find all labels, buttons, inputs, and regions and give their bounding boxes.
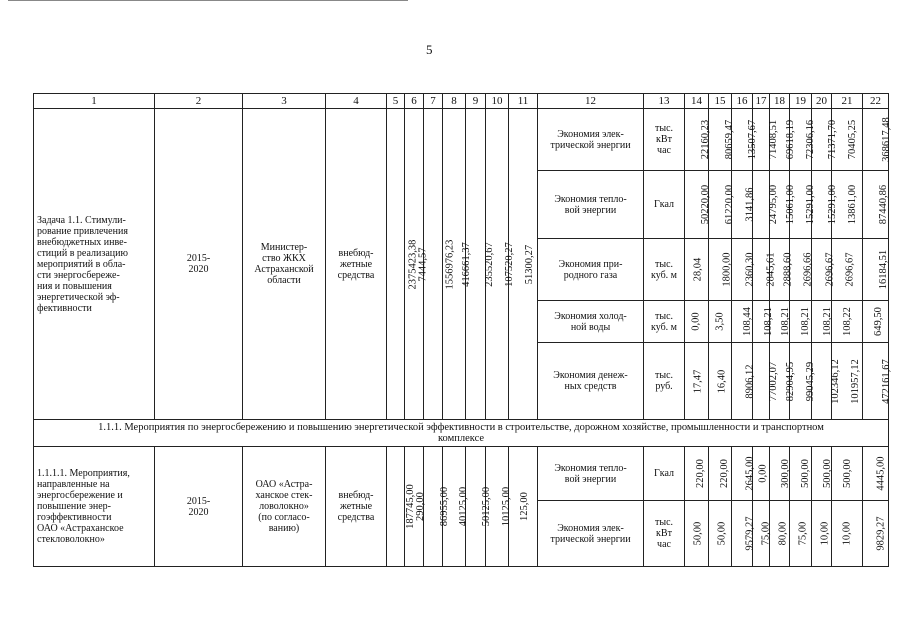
task1-name: Задача 1.1. Стимули- рование привлечения внебюджетных инве- стиций в реализацию мероприятий в обла- сти энергосбереже- ния и повышения энергетической эф- фективности: [34, 109, 155, 420]
task1-executor: Министер- ство ЖКХ Астраханской области: [243, 109, 326, 420]
indicator-value-text: 500,00: [841, 459, 853, 488]
indicator-value-text: 72306,16: [805, 119, 817, 160]
indicator-value-text: 15291,00: [827, 184, 839, 225]
col-header-15: 15: [709, 94, 732, 109]
col-header-20: 20: [812, 94, 832, 109]
col-header-6: 6: [405, 94, 424, 109]
indicator-value-text: 70405,25: [847, 119, 859, 160]
col-header-21: 21: [832, 94, 863, 109]
indicator-name: Экономия тепло- вой энергии: [538, 171, 644, 239]
task1-c8-text: 416661,37: [460, 241, 472, 287]
indicator-value: [709, 301, 732, 343]
indicator-value: [832, 447, 863, 501]
indicator-value: [709, 239, 732, 301]
indicator-value-text: 99045,29: [805, 361, 817, 401]
col-header-10: 10: [486, 94, 509, 109]
col-header-22: 22: [863, 94, 889, 109]
indicator-value: [863, 109, 892, 171]
event1-c5: [387, 447, 416, 567]
indicator-value: [863, 239, 889, 301]
indicator-value: [863, 171, 889, 239]
indicator-value: [832, 301, 863, 343]
indicator-value-text: 108,44: [741, 307, 753, 336]
indicator-value-text: 80,00: [777, 521, 789, 546]
indicator-value-text: 13507,67: [747, 119, 759, 160]
task1-c7-text: 1556976,23: [444, 239, 456, 289]
indicator-value-text: 16,40: [716, 369, 728, 393]
program-table: [33, 93, 892, 567]
task1-period: 2015- 2020: [155, 109, 243, 420]
indicator-unit: тыс. кВт час: [644, 501, 685, 567]
indicator-value: [732, 447, 756, 501]
indicator-value: [832, 501, 863, 567]
indicator-value-text: 13861,00: [847, 184, 859, 225]
col-header-16: 16: [732, 94, 753, 109]
indicator-value-text: 24795,00: [768, 184, 780, 225]
event1-c8-text: 40125,00: [458, 486, 470, 527]
indicator-value-text: 108,21: [779, 307, 791, 336]
indicator-value: [732, 239, 756, 301]
indicator-unit: тыс. куб. м: [644, 301, 685, 343]
indicator-value: [685, 171, 712, 239]
indicator-value-text: 2360,30: [744, 252, 756, 287]
indicator-value-text: 2696,67: [844, 252, 856, 287]
indicator-value: [863, 301, 889, 343]
event1-c9-text: 50125,00: [481, 486, 493, 527]
indicator-value-text: 75,00: [760, 521, 772, 546]
task1-row: [34, 109, 889, 171]
indicator-value-text: 28,04: [692, 257, 704, 282]
indicator-value-text: 50220,00: [700, 184, 712, 225]
indicator-value-text: 2696,67: [824, 252, 836, 287]
section-title: 1.1.1. Мероприятия по энергосбережению и повышению энергетической эффективности в строительстве, дорожном хозяйстве, промышленности и транспортном комплексе: [34, 420, 889, 447]
col-header-3: 3: [243, 94, 326, 109]
indicator-value-text: 9579,27: [744, 516, 756, 551]
header-row: [34, 94, 889, 109]
indicator-value-text: 61220,00: [724, 184, 736, 225]
indicator-value-text: 2888,60: [782, 252, 794, 287]
indicator-value: [685, 301, 709, 343]
indicator-value: [753, 301, 774, 343]
indicator-value-text: 8906,12: [744, 363, 756, 399]
indicator-value: [832, 239, 863, 301]
indicator-value-text: 75,00: [797, 521, 809, 546]
indicator-value: [709, 171, 736, 239]
indicator-value-text: 71371,70: [827, 119, 839, 160]
indicator-value-text: 108,22: [841, 307, 853, 336]
col-header-17: 17: [753, 94, 770, 109]
col-header-2: 2: [155, 94, 243, 109]
indicator-name: Экономия элек- трической энергии: [538, 109, 644, 171]
indicator-value-text: 649,50: [872, 307, 884, 336]
indicator-value-text: 17,47: [692, 369, 704, 393]
indicator-value-text: 500,00: [799, 459, 811, 488]
col-header-11: 11: [509, 94, 538, 109]
indicator-value-text: 3,50: [714, 312, 726, 331]
top-rule: [8, 0, 408, 1]
indicator-value: [685, 343, 709, 420]
indicator-value: [732, 501, 756, 567]
indicator-value: [770, 447, 790, 501]
indicator-value-text: 4445,00: [875, 456, 887, 491]
indicator-value: [770, 501, 790, 567]
indicator-value: [863, 501, 889, 567]
col-header-1: 1: [34, 94, 155, 109]
indicator-value: [790, 301, 812, 343]
indicator-value: [812, 301, 832, 343]
indicator-value-text: 2645,00: [744, 456, 756, 491]
indicator-name: Экономия холод- ной воды: [538, 301, 644, 343]
indicator-value: [685, 109, 712, 171]
task1-c10-text: 107520,27: [503, 241, 515, 287]
task1-c5-text: 2375423,38: [407, 239, 419, 289]
indicator-value-text: 2845,61: [765, 252, 777, 287]
event1-name: 1.1.1.1. Мероприятия, направленные на энергосбережение и повышение энер- гоэффективности ОАО «Астраханское стекловолокно»: [34, 447, 155, 567]
indicator-value-text: 472161,67: [880, 358, 892, 404]
indicator-unit: тыс. куб. м: [644, 239, 685, 301]
indicator-value-text: 50,00: [692, 521, 704, 546]
indicator-value-text: 15291,00: [805, 184, 817, 225]
indicator-value: [709, 501, 732, 567]
indicator-unit: тыс. кВт час: [644, 109, 685, 171]
indicator-value-text: 220,00: [694, 459, 706, 488]
indicator-value-text: 220,00: [718, 459, 730, 488]
indicator-value-text: 15061,00: [785, 184, 797, 225]
indicator-value-text: 22160,23: [700, 119, 712, 160]
indicator-value: [812, 501, 832, 567]
indicator-value-text: 80659,47: [724, 119, 736, 160]
indicator-value-text: 0,00: [691, 312, 702, 331]
indicator-value: [709, 343, 732, 420]
indicator-name: Экономия элек- трической энергии: [538, 501, 644, 567]
col-header-5: 5: [387, 94, 405, 109]
indicator-value-text: 87440,86: [878, 184, 890, 225]
indicator-value: [812, 239, 836, 301]
event1-period: 2015- 2020: [155, 447, 243, 567]
event1-source: внебюд- жетные средства: [326, 447, 387, 567]
indicator-name: Экономия денеж- ных средств: [538, 343, 644, 420]
indicator-value: [732, 301, 753, 343]
event1-c10-text: 10125,00: [501, 486, 513, 527]
indicator-unit: Гкал: [644, 447, 685, 501]
col-header-12: 12: [538, 94, 644, 109]
indicator-value-text: 368617,48: [880, 117, 892, 162]
indicator-value-text: 71408,51: [768, 119, 780, 160]
task1-c6-text: 7444,57: [417, 246, 429, 282]
event1-c5-text: 187745,00: [404, 484, 416, 529]
indicator-name: Экономия при- родного газа: [538, 239, 644, 301]
indicator-value-text: 1800,00: [721, 252, 733, 287]
indicator-unit: Гкал: [644, 171, 685, 239]
indicator-value-text: 16184,51: [878, 249, 890, 290]
indicator-value-text: 9829,27: [875, 516, 887, 551]
indicator-value: [685, 239, 709, 301]
indicator-value-text: 3141,86: [744, 187, 756, 222]
col-header-9: 9: [466, 94, 486, 109]
indicator-value: [685, 501, 709, 567]
task1-source: внебюд- жетные средства: [326, 109, 387, 420]
event1-c11: [509, 447, 538, 567]
indicator-value-text: 69618,19: [785, 119, 797, 160]
col-header-13: 13: [644, 94, 685, 109]
col-header-7: 7: [424, 94, 443, 109]
event1-c7: [424, 447, 451, 567]
indicator-value: [790, 501, 812, 567]
indicator-value-text: 10,00: [819, 521, 831, 546]
event1-executor: ОАО «Астра- ханское стек- ловолокно» (по согласо- ванию): [243, 447, 326, 567]
col-header-14: 14: [685, 94, 709, 109]
section-row: [34, 420, 889, 447]
event1-row: [34, 447, 889, 501]
col-header-8: 8: [443, 94, 466, 109]
indicator-value: [732, 343, 756, 420]
indicator-value-text: 10,00: [841, 521, 853, 546]
indicator-value-text: 300,00: [779, 459, 791, 488]
indicator-value: [863, 447, 889, 501]
indicator-value-text: 102346,12: [829, 358, 841, 404]
indicator-value: [709, 109, 736, 171]
indicator-value-text: 108,21: [762, 307, 774, 336]
indicator-value-text: 0,00: [757, 464, 769, 483]
indicator-value: [812, 447, 832, 501]
indicator-value-text: 108,21: [821, 307, 833, 336]
event1-c7-text: 86955,00: [439, 486, 451, 527]
col-header-19: 19: [790, 94, 812, 109]
indicator-value-text: 50,00: [716, 521, 728, 546]
indicator-value-text: 500,00: [821, 459, 833, 488]
indicator-value-text: 82904,95: [785, 361, 797, 401]
indicator-value-text: 108,21: [799, 307, 811, 336]
task1-c9-text: 235520,67: [483, 241, 495, 287]
task1-c11-text: 51300,27: [524, 244, 536, 284]
indicator-unit: тыс. руб.: [644, 343, 685, 420]
indicator-value-text: 101957,12: [849, 358, 861, 404]
event1-c6-text: 290,00: [414, 492, 426, 521]
page-number: 5: [426, 42, 433, 57]
indicator-value-text: 2696,66: [802, 252, 814, 287]
indicator-value: [863, 343, 892, 420]
indicator-name: Экономия тепло- вой энергии: [538, 447, 644, 501]
indicator-value: [790, 447, 812, 501]
col-header-4: 4: [326, 94, 387, 109]
indicator-value: [709, 447, 732, 501]
indicator-value-text: 77002,07: [768, 361, 780, 401]
event1-c11-text: 125,00: [518, 492, 530, 521]
indicator-value: [685, 447, 709, 501]
col-header-18: 18: [770, 94, 790, 109]
task1-c5: [387, 109, 419, 420]
